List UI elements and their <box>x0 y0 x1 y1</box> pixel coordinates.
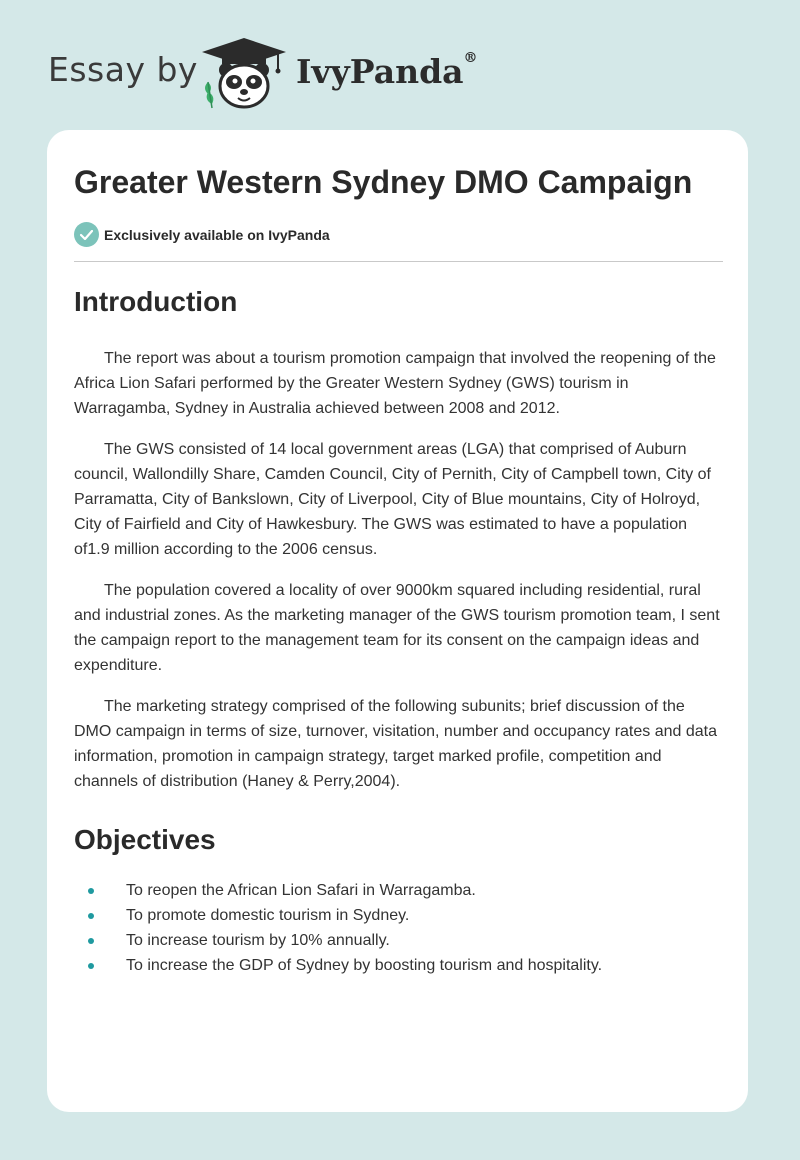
introduction-paragraph: The report was about a tourism promotion campaign that involved the reopening of the Africa Lion Safari performed by the Greater Western Sydney (GWS) tourism in Warragamba, Sydney in Australia achieved between 2008 and 2012. <box>74 350 716 417</box>
bullet-icon <box>88 913 94 919</box>
bullet-icon <box>88 888 94 894</box>
objectives-list <box>74 878 724 978</box>
brand-name-text: IvyPanda <box>296 52 464 91</box>
list-item <box>74 953 724 978</box>
objectives-heading: Objectives <box>74 824 216 855</box>
page-title: Greater Western Sydney DMO Campaign <box>74 164 693 200</box>
list-item <box>74 903 724 928</box>
essay-by-label: Essay by <box>48 50 198 89</box>
list-item-text: To increase the GDP of Sydney by boosting tourism and hospitality. <box>126 957 603 974</box>
exclusive-label: Exclusively available on IvyPanda <box>104 226 330 243</box>
title-divider <box>74 261 723 262</box>
introduction-paragraph: The marketing strategy comprised of the following subunits; brief discussion of the DMO campaign in terms of size, turnover, visitation, number and occupancy rates and data information, promotion in campaign strategy, target marked profile, competition and channels of distribution (Haney & Perry,2004). <box>74 698 717 790</box>
list-item-text: To promote domestic tourism in Sydney. <box>126 907 410 924</box>
introduction-paragraph: The GWS consisted of 14 local government areas (LGA) that comprised of Auburn council, Wallondilly Share, Camden Council, City of Pernith, City of Campbell town, City of Parramatta, City of Bankslown, City of Liverpool, City of Blue mountains, City of Holroyd, City of Fairfield and City of Hawkesbury. The GWS was estimated to have a population of1.9 million according to the 2006 census. <box>74 441 711 558</box>
registered-mark: ® <box>463 50 478 66</box>
checkmark-icon <box>74 222 99 247</box>
document-body <box>74 282 724 978</box>
document-card <box>47 130 748 1112</box>
list-item-text: To reopen the African Lion Safari in Warragamba. <box>126 882 476 899</box>
introduction-heading: Introduction <box>74 286 238 317</box>
bullet-icon <box>88 963 94 969</box>
bullet-icon <box>88 938 94 944</box>
panda-logo-icon[interactable] <box>198 36 290 110</box>
list-item-text: To increase tourism by 10% annually. <box>126 932 390 949</box>
brand-name[interactable] <box>296 52 478 91</box>
list-item <box>74 878 724 903</box>
list-item <box>74 928 724 953</box>
introduction-paragraph: The population covered a locality of over 9000km squared including residential, rural and industrial zones. As the marketing manager of the GWS tourism promotion team, I sent the campaign report to the management team for its consent on the campaign ideas and expenditure. <box>74 582 720 674</box>
exclusive-badge <box>74 222 330 247</box>
site-header <box>0 0 800 130</box>
